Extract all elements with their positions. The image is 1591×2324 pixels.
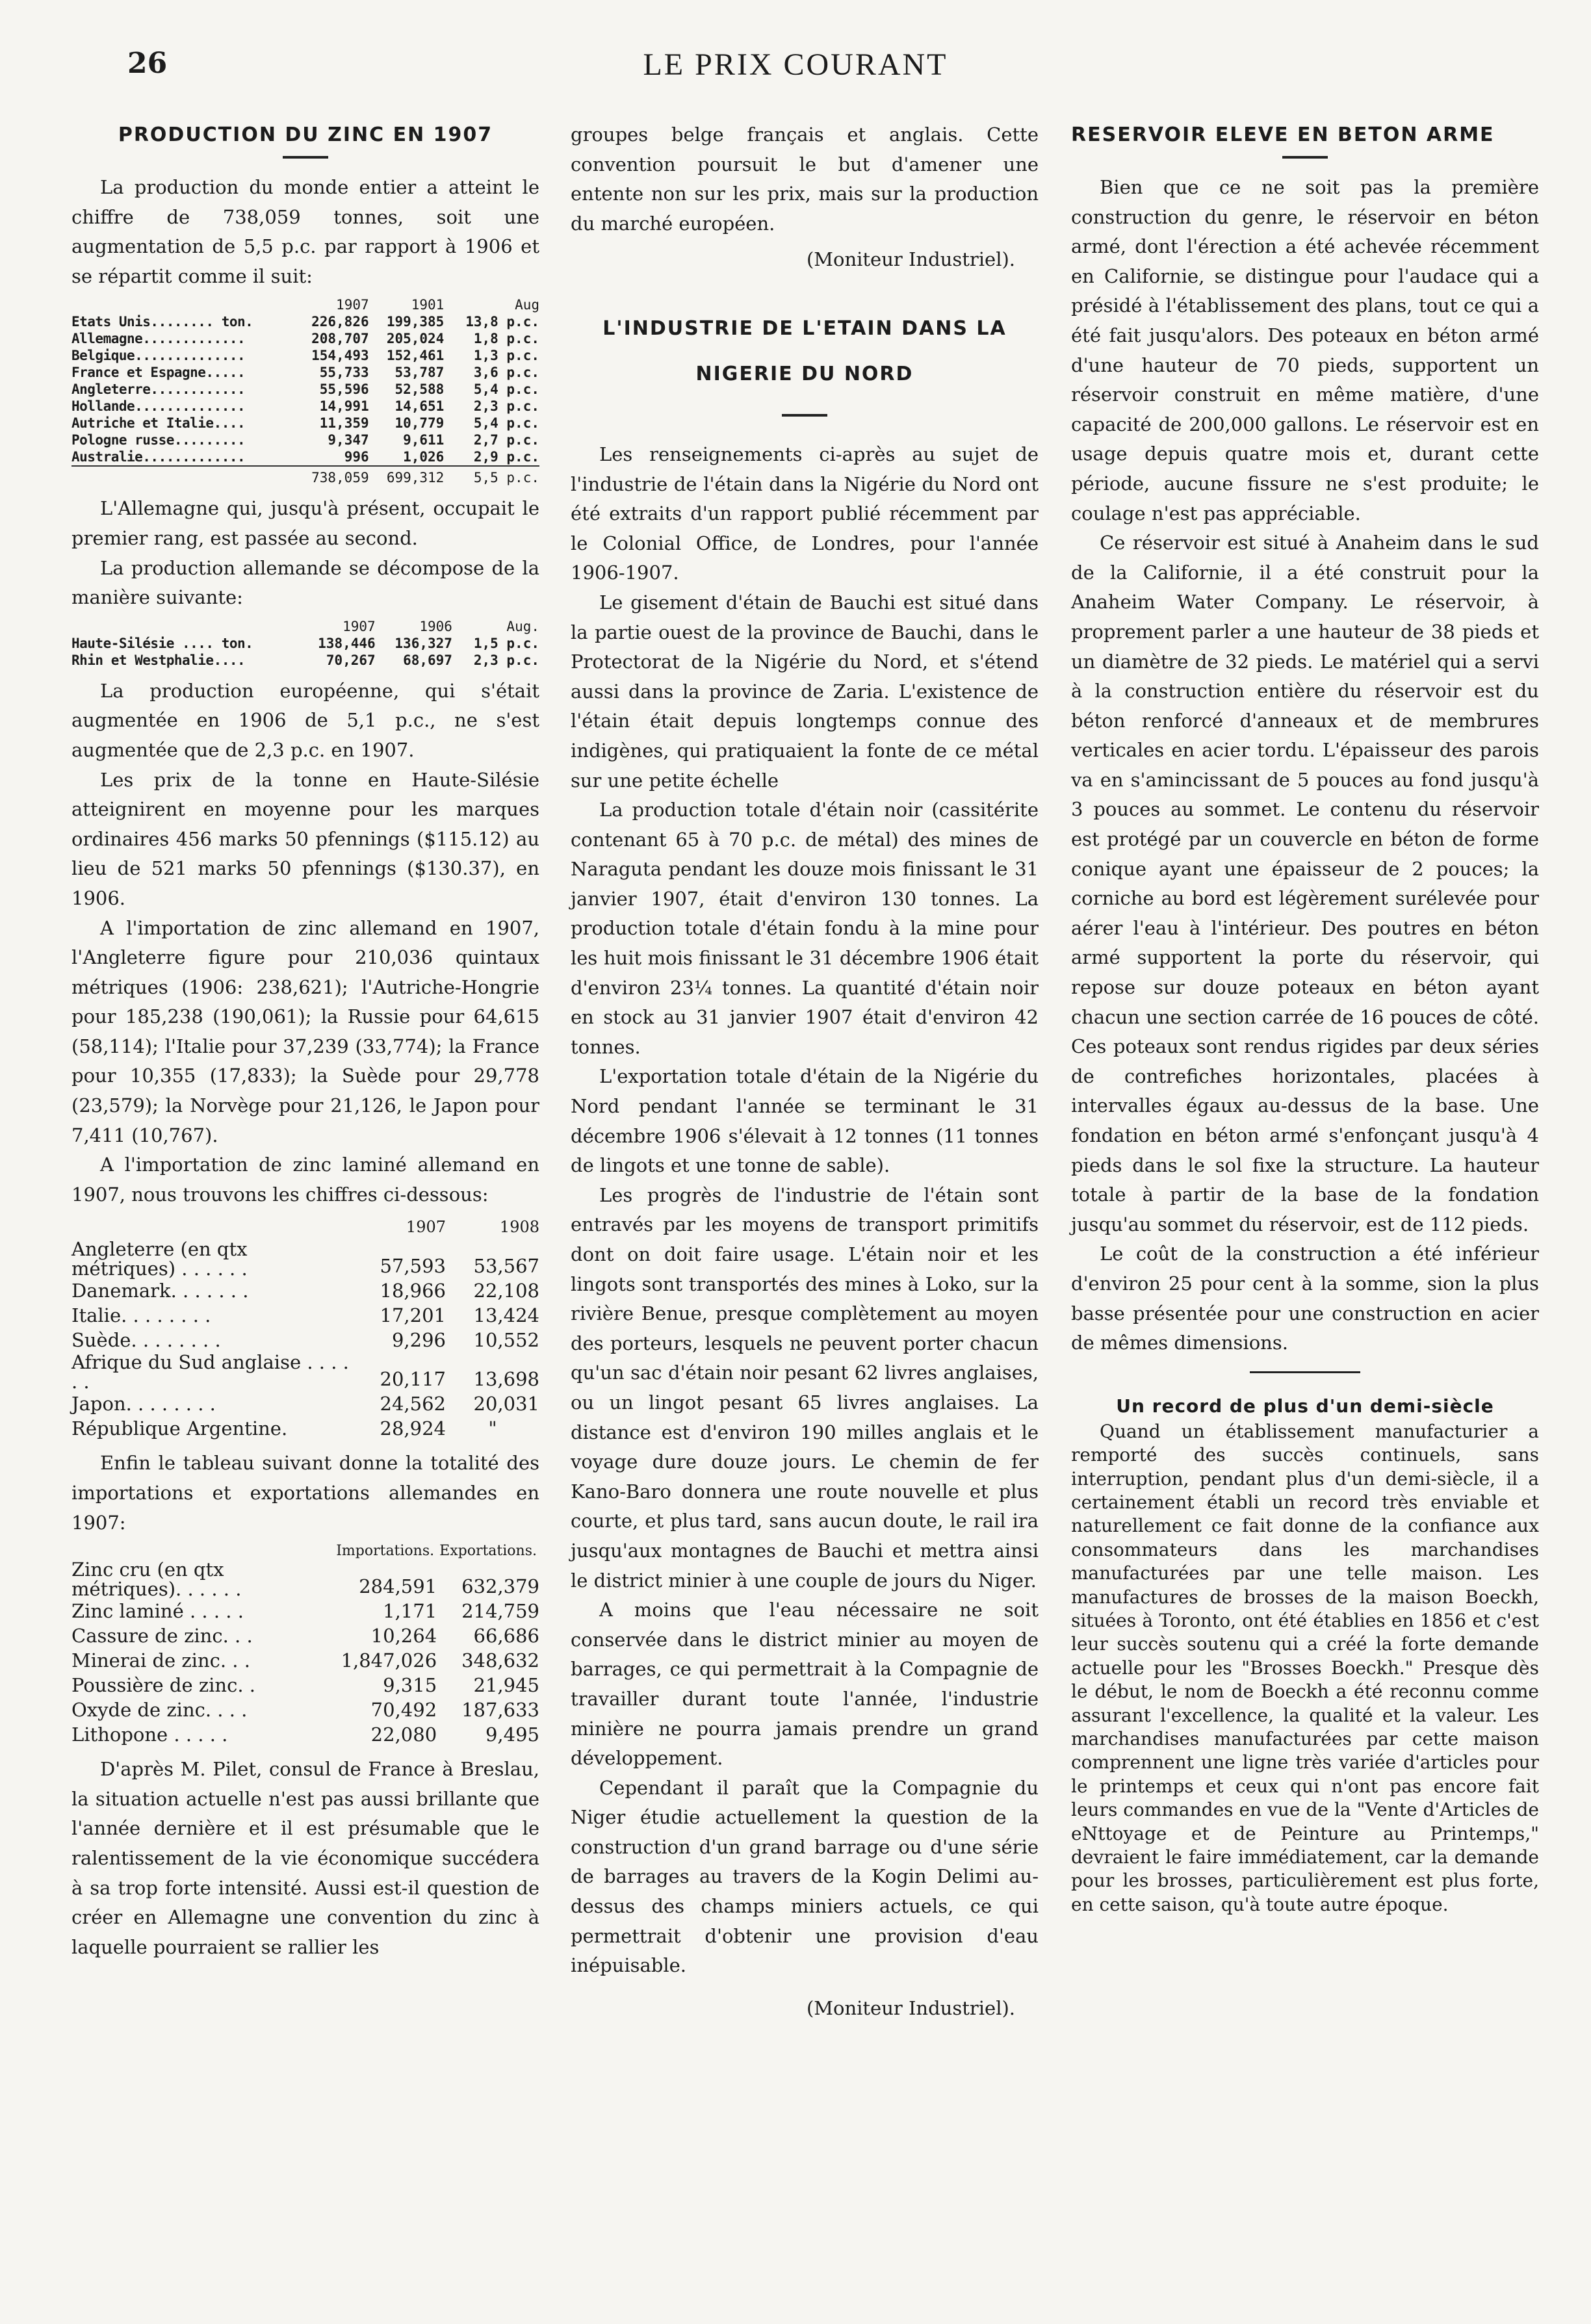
etain-paragraph: La production totale d'étain noir (cassitérite contenant 65 à 70 p.c. de métal) des mines de Naraguta pendant les douze mois finissant le 31 janvier 1907, était d'environ 130 tonnes. La production totale d'étain fondu à la mine pour les huit mois finissant le 31 décembre 1906 était d'environ 23¼ tonnes. La quantité d'étain noir en stock au 31 janvier 1907 était d'environ 42 tonnes. — [571, 799, 1039, 1058]
table-row: Australie............. 996 1,026 2,9 p.c. — [71, 449, 539, 465]
zinc-source: (Moniteur Industriel). — [806, 248, 1015, 271]
table-row: Italie. . . . . . . . 17,201 13,424 — [71, 1304, 539, 1327]
page-number: 26 — [127, 47, 168, 80]
table-row: Poussière de zinc. . 9,315 21,945 — [71, 1674, 539, 1697]
table-row: Hollande.............. 14,991 14,651 2,3 p.c. — [71, 398, 539, 415]
table-row: Haute-Silésie .... ton. 138,446 136,327 1,5 p.c. — [71, 635, 539, 651]
table-row: Oxyde de zinc. . . . 70,492 187,633 — [71, 1699, 539, 1722]
zinc-paragraph: D'après M. Pilet, consul de France à Breslau, la situation actuelle n'est pas aussi brillante que l'année dernière et il est présumable que le ralentissement de la vie économique succédera à sa trop forte intensité. Aussi est-il question de créer en Allemagne une convention du zinc à laquelle pourraient se rallier les — [71, 1758, 539, 1958]
column-2 — [571, 120, 1039, 2023]
table-row: Suède. . . . . . . . 9,296 10,552 — [71, 1329, 539, 1352]
table-header: 1901 — [411, 297, 445, 313]
table-row: Rhin et Westphalie.... 70,267 68,697 2,3 p.c. — [71, 652, 539, 668]
table-row: Danemark. . . . . . . 18,966 22,108 — [71, 1280, 539, 1302]
etain-paragraph: Le gisement d'étain de Bauchi est situé dans la partie ouest de la province de Bauchi, dans le Protectorat de la Nigérie du Nord, et s'étend aussi dans la province de Zaria. L'existence de l'étain était depuis longtemps connue des indigènes, qui pratiquaient la fonte de ce métal sur une petite échelle — [571, 591, 1039, 792]
zinc-continuation: groupes belge français et anglais. Cette convention poursuit le but d'amener une entente non sur les prix, mais sur la production du marché européen. — [571, 123, 1039, 235]
table-row: Allemagne............. 208,707 205,024 1,8 p.c. — [71, 331, 539, 347]
table-row: Afrique du Sud anglaise . . . . . . 20,117 13,698 — [71, 1351, 539, 1393]
etain-paragraph: L'exportation totale d'étain de la Nigérie du Nord pendant l'année se terminant le 31 décembre 1906 s'élevait à 12 tonnes (11 tonnes de lingots et une tonne de sable). — [571, 1065, 1039, 1177]
zinc-paragraph: La production du monde entier a atteint le chiffre de 738,059 tonnes, soit une augmentation de 5,5 p.c. par rapport à 1906 et se répartit comme il suit: — [71, 176, 539, 287]
reservoir-paragraph: Bien que ce ne soit pas la première construction du genre, le réservoir en béton armé, dont l'érection a été achevée récemment en Californie, se distingue pour l'audace qui a présidé à l'établissement des plans, tout ce qui a été fait jusqu'alors. Des poteaux en béton armé d'une hauteur de 70 pieds, supportent un réservoir construit en même matière, d'une capacité de 200,000 gallons. Le réservoir est en usage depuis quatre mois et, durant cette période, aucune fissure ne s'est produite; le coulage n'est pas appréciable. — [1071, 176, 1539, 524]
zinc-paragraph: Enfin le tableau suivant donne la totalité des importations et exportations allemandes en 1907: — [71, 1452, 539, 1534]
table-row: Angleterre............ 55,596 52,588 5,4 p.c. — [71, 381, 539, 398]
column-3 — [1071, 120, 1539, 1917]
table-header: Aug. — [506, 618, 539, 634]
table-row: Minerai de zinc. . . 1,847,026 348,632 — [71, 1649, 539, 1672]
table-header: 1907 — [406, 1218, 446, 1237]
section-rule — [1250, 1371, 1360, 1373]
table-total-row: 738,059 699,312 5,5 p.c. — [71, 466, 539, 486]
table-row: Zinc cru (en qtx métriques). . . . . . 284,591 632,379 — [71, 1558, 539, 1601]
table-header: Exportations. — [439, 1543, 537, 1560]
zinc-paragraph: La production allemande se décompose de la manière suivante: — [71, 556, 539, 609]
etain-title: L'INDUSTRIE DE L'ETAIN DANS LA NIGERIE DU NORD — [602, 316, 1007, 385]
record-paragraph: Quand un établissement manufacturier a remporté des succès continuels, sans interruption, pendant plus d'un demi-siècle, il a certainement établi un record très enviable et naturellement ce fait donne de la confiance aux consommateurs dans les marchandises manufacturées par une telle maison. Les manufactures de brosses de la maison Boeckh, situées à Toronto, ont été établies en 1856 et c'est leur succès soutenu qui a créé la forte demande actuelle pour les "Brosses Boeckh." Presque dès le début, le nom de Boeckh a été reconnu comme assurant l'excellence, la qualité et la valeur. Les marchandises manufacturées par cette maison comprennent une ligne très variée d'articles pour le printemps et ceux qui n'ont pas encore fait leurs commandes en vue de la "Vente d'Articles de eNttoyage et de Peinture au Printemps," devraient le faire immédiatement, car la demande pour les brosses, particulièrement est plus forte, en cette saison, qu'à toute autre époque. — [1071, 1420, 1539, 1915]
etain-source: (Moniteur Industriel). — [806, 1996, 1015, 2019]
etain-paragraph: A moins que l'eau nécessaire ne soit conservée dans le district minier au moyen de barrages, ce qui permettrait à la Compagnie de travailler durant toute l'année, l'industrie minière ne pourra jamais prendre un grand développement. — [571, 1599, 1039, 1770]
table-row: Zinc laminé . . . . . 1,171 214,759 — [71, 1600, 539, 1623]
table-header: 1907 — [336, 297, 369, 313]
table-row: Japon. . . . . . . . 24,562 20,031 — [71, 1393, 539, 1415]
zinc-paragraph: A l'importation de zinc laminé allemand en 1907, nous trouvons les chiffres ci-dessous: — [71, 1154, 539, 1206]
zinc-germany-table — [71, 618, 539, 669]
title-rule — [1282, 156, 1328, 159]
table-header: 1906 — [419, 618, 452, 634]
etain-paragraph: Les progrès de l'industrie de l'étain sont entravés par les moyens de transport primitifs dont on doit faire usage. L'étain noir et les lingots sont transportés des mines à Loko, sur la rivière Benue, presque complètement au moyen des porteurs, lesquels ne peuvent porter chacun qu'un sac d'étain noir pesant 62 livres anglaises, ou un lingot pesant 65 livres anglaises. La distance est d'environ 190 milles anglais et le voyage dure douze jours. Le chemin de fer Kano-Baro donnera une route nouvelle et plus courte, et plus tard, sans aucun doute, le rail ira jusqu'aux montagnes de Bauchi et mettra ainsi le district minier à une couple de jours du Niger. — [571, 1183, 1039, 1592]
zinc-paragraph: Les prix de la tonne en Haute-Silésie atteignirent en moyenne pour les marques ordinaires 456 marks 50 pfennings ($115.12) au lieu de 521 marks 50 pfennings ($130.37), en 1906. — [71, 768, 539, 909]
page-title: LE PRIX COURANT — [643, 47, 948, 82]
zinc-trade-table — [71, 1543, 539, 1747]
record-title: Un record de plus d'un demi-siècle — [1116, 1395, 1494, 1417]
table-row: France et Espagne..... 55,733 53,787 3,6 p.c. — [71, 365, 539, 381]
reservoir-paragraph: Le coût de la construction a été inférieur d'environ 25 pour cent à la somme, sion la plus basse présentée pour une construction en acier de mêmes dimensions. — [1071, 1243, 1539, 1354]
zinc-paragraph: A l'importation de zinc allemand en 1907, l'Angleterre figure pour 210,036 quintaux métriques (1906: 238,621); l'Autriche-Hongrie pour 185,238 (190,061); la Russie pour 64,615 (58,114); l'Italie pour 37,239 (33,774); la France pour 10,355 (17,833); la Suède pour 29,778 (23,579); la Norvège pour 21,126, le Japon pour 7,411 (10,767). — [71, 916, 539, 1146]
etain-paragraph: Les renseignements ci-après au sujet de l'industrie de l'étain dans la Nigérie du Nord ont été extraits d'un rapport publié récemment par le Colonial Office, de Londres, pour l'année 1906-1907. — [571, 443, 1039, 584]
reservoir-paragraph: Ce réservoir est situé à Anaheim dans le sud de la Californie, il a été construit pour la Anaheim Water Company. Le réservoir, à proprement parler a une hauteur de 38 pieds et un diamètre de 32 pieds. Le matériel qui a servi à la construction entière du réservoir est du béton renforcé d'anneaux et de membrures verticales en acier tordu. L'épaisseur des parois va en s'amincissant de 5 pouces au fond jusqu'à 3 pouces au sommet. Le contenu du réservoir est protégé par un couvercle en béton de forme conique ayant une épaisseur de 2 pouces; la corniche au bord est légèrement surélevée pour aérer l'eau à l'intérieur. Des poutres en béton armé supportent la porte du réservoir, qui repose sur douze poteaux en béton ayant chacun une section carrée de 16 pouces de côté. Ces poteaux sont rendus rigides par deux séries de contrefiches horizontales, placées à intervalles égaux au-dessus de la base. Une fondation en béton armé s'enfonçant jusqu'à 4 pieds dans le sol fixe la structure. La hauteur totale à partir de la base de la fondation jusqu'au sommet du réservoir, est de 112 pieds. — [1071, 532, 1539, 1235]
table-row: Belgique.............. 154,493 152,461 1,3 p.c. — [71, 348, 539, 364]
zinc-world-table — [71, 296, 539, 486]
column-1 — [71, 120, 539, 1962]
table-row: Etats Unis........ ton. 226,826 199,385 13,8 p.c. — [71, 314, 539, 330]
zinc-title: PRODUCTION DU ZINC EN 1907 — [118, 123, 493, 146]
table-header: 1907 — [343, 618, 376, 634]
table-row: Autriche et Italie.... 11,359 10,779 5,4 p.c. — [71, 415, 539, 432]
table-row: République Argentine. 28,924 " — [71, 1417, 497, 1440]
table-row: Lithopone . . . . . 22,080 9,495 — [71, 1724, 539, 1746]
zinc-paragraph: L'Allemagne qui, jusqu'à présent, occupait le premier rang, est passée au second. — [71, 497, 539, 549]
table-row: Cassure de zinc. . . 10,264 66,686 — [71, 1625, 539, 1647]
zinc-laminated-table — [71, 1215, 539, 1441]
table-header: 1908 — [499, 1218, 539, 1237]
table-row: Pologne russe......... 9,347 9,611 2,7 p.c. — [71, 432, 539, 448]
table-row: Angleterre (en qtx métriques) . . . . . . 57,593 53,567 — [71, 1238, 539, 1280]
reservoir-title: RESERVOIR ELEVE EN BETON ARME — [1071, 123, 1495, 146]
etain-paragraph: Cependant il paraît que la Compagnie du Niger étudie actuellement la question de la construction d'un grand barrage ou d'une série de barrages au travers de la Kogin Delimi au-dessus des champs miniers actuels, ce qui permettrait d'obtenir une provision d'eau inépuisable. — [571, 1776, 1039, 1977]
title-rule — [283, 156, 328, 159]
table-header: Aug — [515, 297, 539, 313]
zinc-paragraph: La production européenne, qui s'était augmentée en 1906 de 5,1 p.c., ne s'est augmentée que de 2,3 p.c. en 1907. — [71, 679, 539, 761]
title-rule — [782, 414, 827, 417]
table-header: Importations. — [336, 1543, 435, 1560]
